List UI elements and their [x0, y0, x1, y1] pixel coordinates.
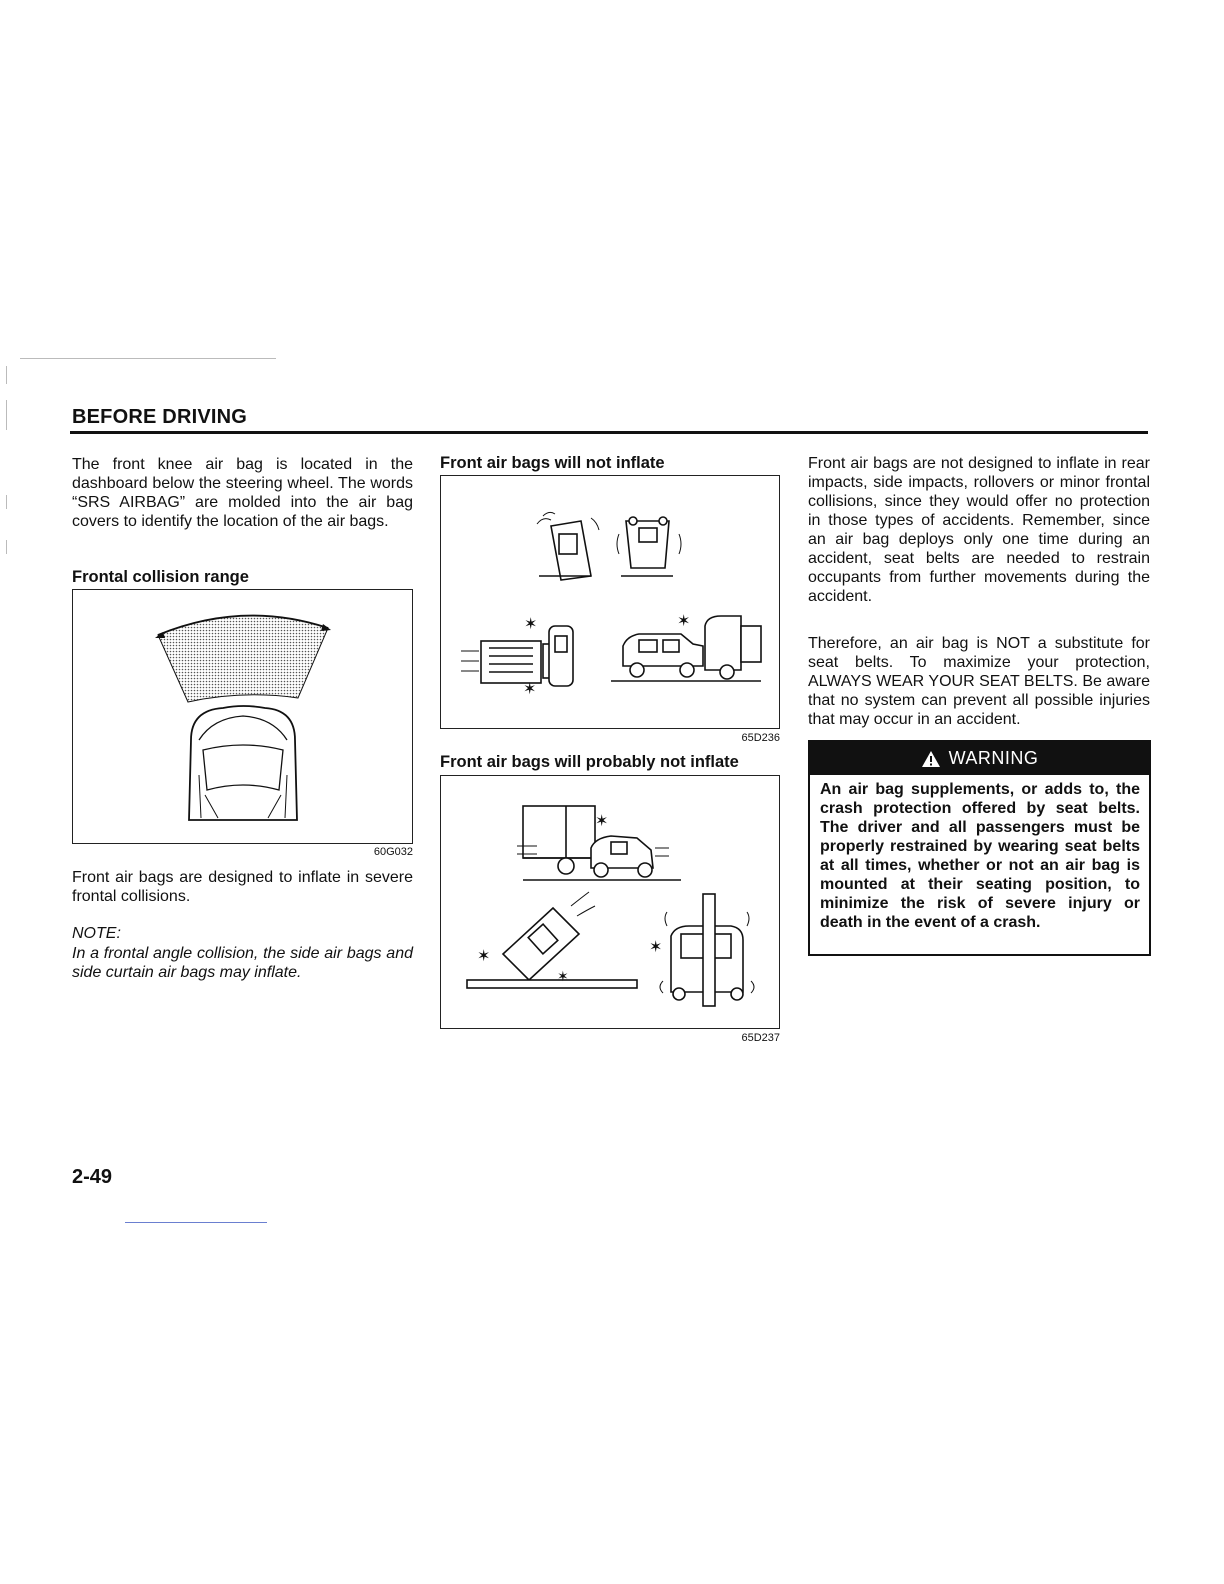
- probably-not-inflate-figure: [440, 775, 780, 1029]
- not-inflate-title: Front air bags will not inflate: [440, 454, 665, 472]
- not-designed-paragraph: Front air bags are not designed to inflate in rear impacts, side impacts, rollovers or minor frontal collisions, since they would offer no protection in those types of accidents. Remember, since an air bag deploys only one time during an accident, seat belts are needed to restrain occupants from further movements during the accident.: [808, 455, 1150, 605]
- warning-header: [810, 742, 1149, 775]
- margin-tick: [6, 495, 7, 509]
- designed-paragraph: Front air bags are designed to inflate in severe frontal collisions.: [72, 869, 413, 905]
- underride-sideswipe-pole-impact-illustration: [441, 776, 778, 1027]
- figure-code: 65D236: [741, 732, 780, 744]
- seat-belt-paragraph: Therefore, an air bag is NOT a substitute for seat belts. To maximize your protection, ALWAYS WEAR YOUR SEAT BELTS. Be aware that no system can prevent all possible injuries that may occur in an accident.: [808, 635, 1150, 728]
- note-label: NOTE:: [72, 925, 121, 942]
- svg-text:✶: ✶: [677, 611, 691, 630]
- frontal-collision-title: Frontal collision range: [72, 568, 249, 586]
- scan-line: [20, 358, 276, 359]
- warning-label: WARNING: [948, 748, 1039, 768]
- warning-box: [808, 740, 1151, 956]
- header-rule: [70, 431, 1148, 434]
- rollover-side-rear-impact-illustration: [441, 476, 778, 727]
- svg-text:✶: ✶: [524, 614, 538, 633]
- frontal-collision-figure: [72, 589, 413, 844]
- margin-tick: [6, 540, 7, 554]
- figure-code: 65D237: [741, 1032, 780, 1044]
- note-text: In a frontal angle collision, the side air bags and side curtain air bags may inflate.: [72, 945, 413, 981]
- scan-line: [125, 1222, 267, 1223]
- svg-text:✶: ✶: [557, 969, 569, 985]
- figure-code: 60G032: [373, 846, 413, 858]
- margin-tick: [6, 366, 7, 384]
- svg-text:✶: ✶: [523, 679, 537, 698]
- svg-text:✶: ✶: [649, 937, 663, 956]
- not-inflate-figure: [440, 475, 780, 729]
- warning-text: An air bag supplements, or adds to, the crash protection offered by seat belts. The driver and all passengers must be properly restrained by wearing seat belts at all times, whether or not an air bag is mounted at their seating position, to minimize the risk of severe injury or death in the event of a crash.: [820, 781, 1140, 931]
- margin-tick: [6, 400, 7, 430]
- warning-triangle-icon: [921, 750, 941, 768]
- probably-not-inflate-title: Front air bags will probably not inflate: [440, 753, 739, 771]
- svg-text:✶: ✶: [477, 946, 491, 965]
- intro-paragraph: The front knee air bag is located in the dashboard below the steering wheel. The words “SRS AIRBAG” are molded into the air bag covers to identify the location of the air bags.: [72, 456, 413, 530]
- frontal-collision-range-illustration: [73, 590, 411, 842]
- section-title: BEFORE DRIVING: [72, 406, 248, 428]
- svg-text:✶: ✶: [595, 811, 609, 830]
- page-number: 2-49: [72, 1166, 113, 1188]
